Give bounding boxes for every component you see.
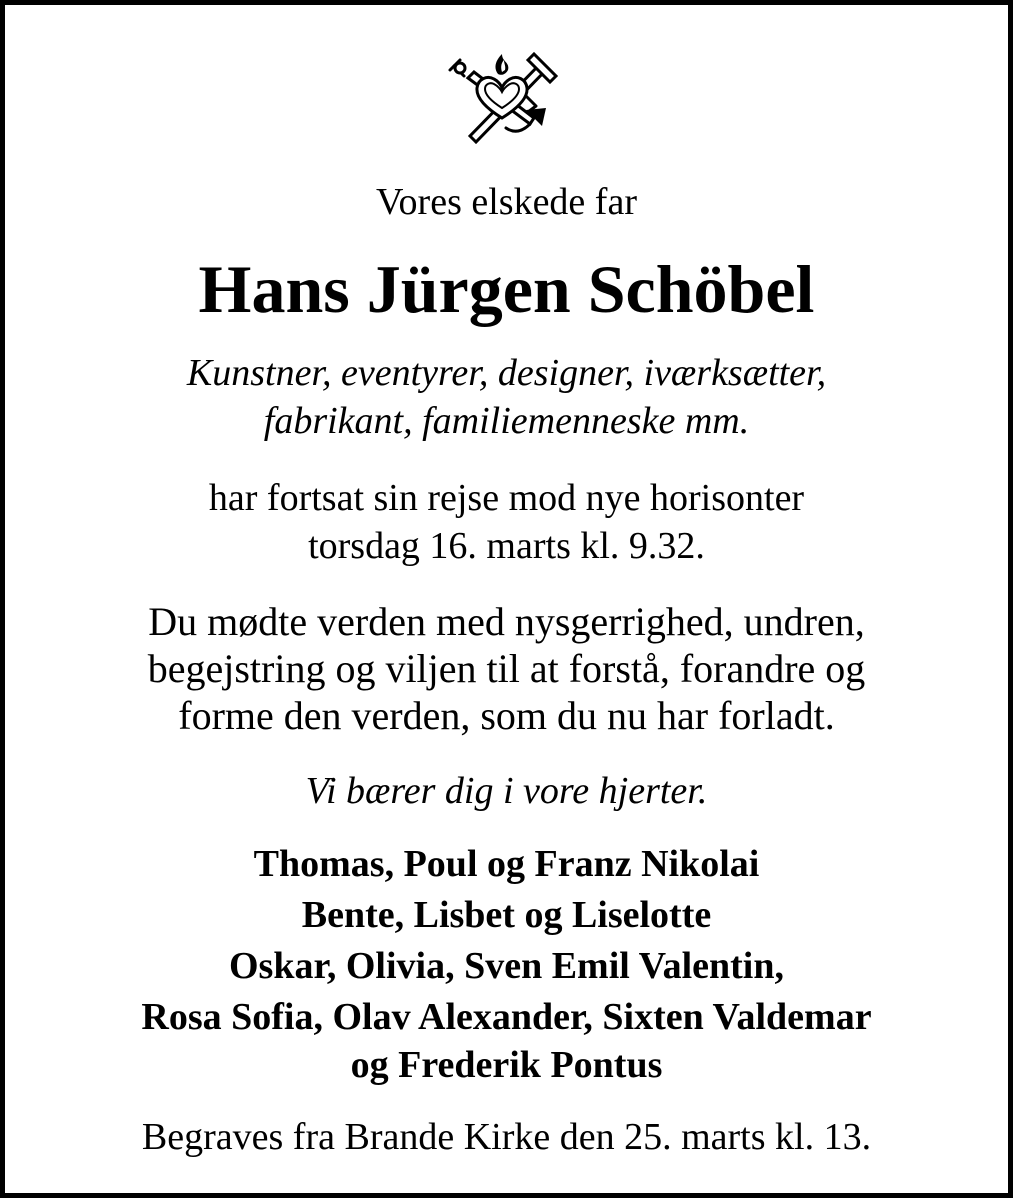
- family-line: Bente, Lisbet og Liselotte: [301, 894, 712, 936]
- roles-line: fabrikant, familiemenneske mm.: [263, 400, 750, 442]
- family-line: Oskar, Olivia, Sven Emil Valentin,: [228, 945, 784, 987]
- deceased-name: Hans Jürgen Schöbel: [198, 251, 815, 327]
- roles-line: Kunstner, eventyrer, designer, iværksætter,: [186, 352, 827, 394]
- tribute-line: begejstring og viljen til at forstå, forandre og: [147, 646, 866, 691]
- faith-hope-charity-icon: [446, 48, 558, 144]
- tribute-line: Du mødte verden med nysgerrighed, undren,: [148, 599, 865, 644]
- tribute-line: forme den verden, som du nu har forladt.: [178, 693, 835, 738]
- funeral-info: Begraves fra Brande Kirke den 25. marts kl. 13.: [141, 1116, 872, 1158]
- passing-date: torsdag 16. marts kl. 9.32.: [308, 525, 705, 567]
- passing-line: har fortsat sin rejse mod nye horisonter: [208, 477, 805, 519]
- motto-text: Vi bærer dig i vore hjerter.: [305, 770, 708, 812]
- family-line: Thomas, Poul og Franz Nikolai: [253, 843, 760, 885]
- intro-text: Vores elskede far: [376, 181, 637, 223]
- family-line: Rosa Sofia, Olav Alexander, Sixten Valdemar: [141, 996, 872, 1038]
- family-line: og Frederik Pontus: [350, 1044, 663, 1086]
